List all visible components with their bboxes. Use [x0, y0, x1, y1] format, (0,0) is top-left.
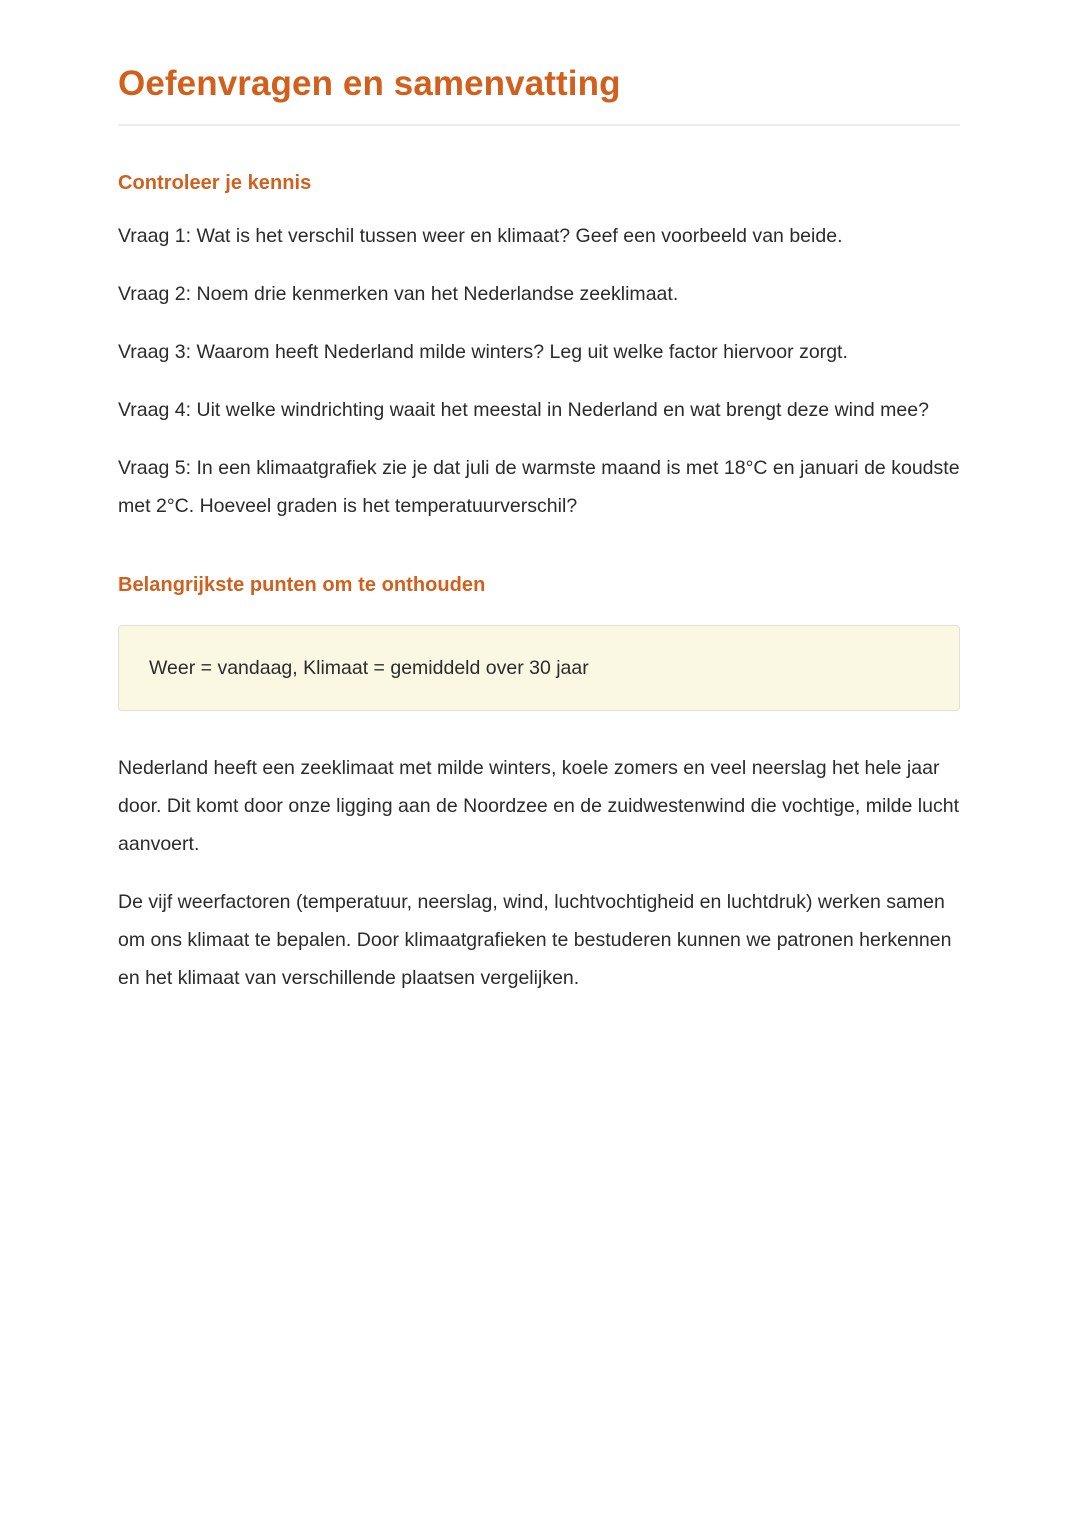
summary-paragraph: Nederland heeft een zeeklimaat met milde winters, koele zomers en veel neerslag het hele jaar door. Dit komt door onze ligging aan de Noordzee en de zuidwestenwind die vochtige, milde lucht aanvoert. [118, 756, 960, 855]
callout-text: Weer = vandaag, Klimaat = gemiddeld over 30 jaar [149, 656, 589, 679]
document-content [118, 62, 960, 997]
summary-paragraph: De vijf weerfactoren (temperatuur, neerslag, wind, luchtvochtigheid en luchtdruk) werken samen om ons klimaat te bepalen. Door klimaatgrafieken te bestuderen kunnen we patronen herkennen en het klimaat van verschillende plaatsen vergelijken. [118, 890, 952, 989]
list-item [118, 217, 960, 255]
question-text: Vraag 2: Noem drie kenmerken van het Nederlandse zeeklimaat. [118, 282, 679, 305]
summary-block [118, 749, 960, 997]
question-text: Vraag 3: Waarom heeft Nederland milde winters? Leg uit welke factor hiervoor zorgt. [118, 340, 848, 363]
title-divider [118, 124, 960, 126]
section-heading-belangrijkste-punten: Belangrijkste punten om te onthouden [118, 573, 486, 596]
page-title: Oefenvragen en samenvatting [118, 64, 621, 103]
list-item [118, 449, 960, 525]
question-text: Vraag 1: Wat is het verschil tussen weer en klimaat? Geef een voorbeeld van beide. [118, 224, 843, 247]
list-item [118, 333, 960, 371]
section-heading-controleer-je-kennis: Controleer je kennis [118, 171, 312, 194]
list-item [118, 391, 960, 429]
key-points-callout [118, 625, 960, 711]
question-text: Vraag 5: In een klimaatgrafiek zie je dat juli de warmste maand is met 18°C en januari de koudste met 2°C. Hoeveel graden is het temperatuurverschil? [118, 456, 960, 517]
question-text: Vraag 4: Uit welke windrichting waait het meestal in Nederland en wat brengt deze wind mee? [118, 398, 929, 421]
practice-question-list [118, 217, 960, 525]
list-item [118, 275, 960, 313]
